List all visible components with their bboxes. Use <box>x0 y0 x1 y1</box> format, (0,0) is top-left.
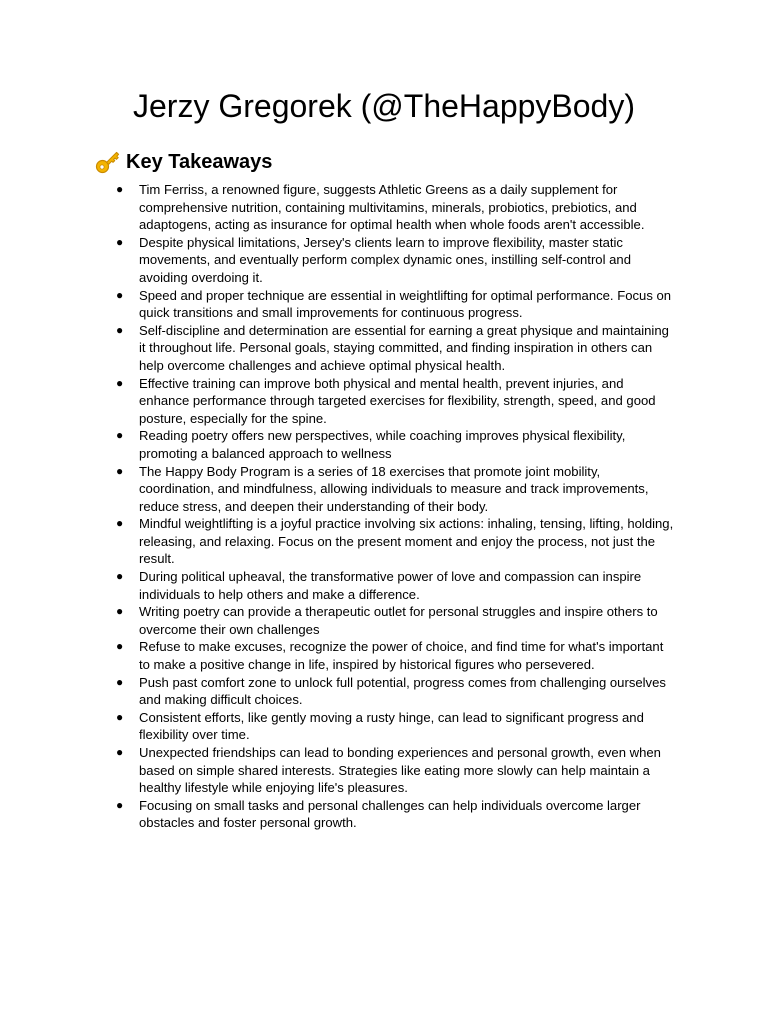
list-item-text: Reading poetry offers new perspectives, while coaching improves physical flexibility, promoting a balanced approach to wellness <box>139 428 626 461</box>
list-item <box>112 744 674 797</box>
list-item <box>112 287 674 322</box>
list-item-text: Writing poetry can provide a therapeutic outlet for personal struggles and inspire others to overcome their own challenges <box>139 604 658 637</box>
list-item <box>112 375 674 428</box>
bullet-icon: ● <box>116 569 124 584</box>
list-item-text: Mindful weightlifting is a joyful practice involving six actions: inhaling, tensing, lifting, holding, releasing, and relaxing. Focus on the present moment and enjoy the process, not just the result. <box>139 516 674 567</box>
bullet-icon: ● <box>116 516 124 531</box>
list-item-text: Speed and proper technique are essential in weightlifting for optimal performance. Focus on quick transitions and small improvements for continuous progress. <box>139 287 672 321</box>
bullet-icon: ● <box>116 709 124 724</box>
document-title: Jerzy Gregorek (@TheHappyBody) <box>133 88 635 124</box>
list-item <box>112 568 674 603</box>
list-item-text: Self-discipline and determination are essential for earning a great physique and maintaining it throughout life. Personal goals, staying committed, and finding inspiration in others can help overcome challenges and achieve optimal physical health. <box>139 322 669 373</box>
list-item <box>112 427 674 462</box>
list-item <box>112 234 674 287</box>
list-item-text: Focusing on small tasks and personal challenges can help individuals overcome larger obstacles and foster personal growth. <box>139 797 641 831</box>
key-icon <box>94 149 120 175</box>
bullet-icon: ● <box>116 234 124 249</box>
bullet-icon: ● <box>116 287 124 302</box>
bullet-icon: ● <box>116 463 124 478</box>
bullet-icon: ● <box>116 428 124 443</box>
bullet-icon: ● <box>116 322 124 337</box>
list-item-text: Effective training can improve both physical and mental health, prevent injuries, and enhance performance through targeted exercises for flexibility, strength, speed, and good posture, especially for the spine. <box>139 375 656 426</box>
bullet-icon: ● <box>116 674 124 689</box>
list-item <box>112 709 674 744</box>
bullet-icon: ● <box>116 639 124 654</box>
list-item-text: Refuse to make excuses, recognize the power of choice, and find time for what's important to make a positive change in life, inspired by historical figures who persevered. <box>139 639 664 673</box>
list-item-text: Despite physical limitations, Jersey's clients learn to improve flexibility, master static movements, and eventually perform complex dynamic ones, instilling self-control and avoiding overdoing it. <box>139 234 631 285</box>
bullet-icon: ● <box>116 182 124 196</box>
list-item-text: Unexpected friendships can lead to bonding experiences and personal growth, even when based on simple shared interests. Strategies like eating more slowly can help maintain a healthy lifestyle while enjoying life's pleasures. <box>139 745 661 796</box>
list-item-text: Push past comfort zone to unlock full potential, progress comes from challenging ourselves and making difficult choices. <box>139 674 666 708</box>
list-item-text: Consistent efforts, like gently moving a rusty hinge, can lead to significant progress and flexibility over time. <box>139 709 644 743</box>
bullet-icon: ● <box>116 604 124 619</box>
list-item <box>112 674 674 709</box>
list-item <box>112 603 674 638</box>
bullet-icon: ● <box>116 797 124 812</box>
list-item <box>112 797 674 832</box>
list-item <box>112 322 674 375</box>
list-item <box>112 463 674 516</box>
list-item-text: During political upheaval, the transformative power of love and compassion can inspire individuals to help others and make a difference. <box>139 569 642 602</box>
list-item <box>112 638 674 673</box>
bullet-icon: ● <box>116 745 124 759</box>
bullet-icon: ● <box>116 375 124 390</box>
list-item-text: Tim Ferriss, a renowned figure, suggests Athletic Greens as a daily supplement for comprehensive nutrition, containing multivitamins, minerals, probiotics, prebiotics, and adaptogens, acting as insurance for optimal health when whole foods aren't accessible. <box>139 182 645 233</box>
takeaway-list <box>112 181 674 832</box>
list-item <box>112 181 674 234</box>
list-item-text: The Happy Body Program is a series of 18 exercises that promote joint mobility, coordination, and mindfulness, allowing individuals to measure and track improvements, reduce stress, and deepen their understanding of their body. <box>139 463 649 514</box>
list-item <box>112 515 674 568</box>
section-heading <box>94 148 272 176</box>
section-heading-label: Key Takeaways <box>126 151 273 173</box>
